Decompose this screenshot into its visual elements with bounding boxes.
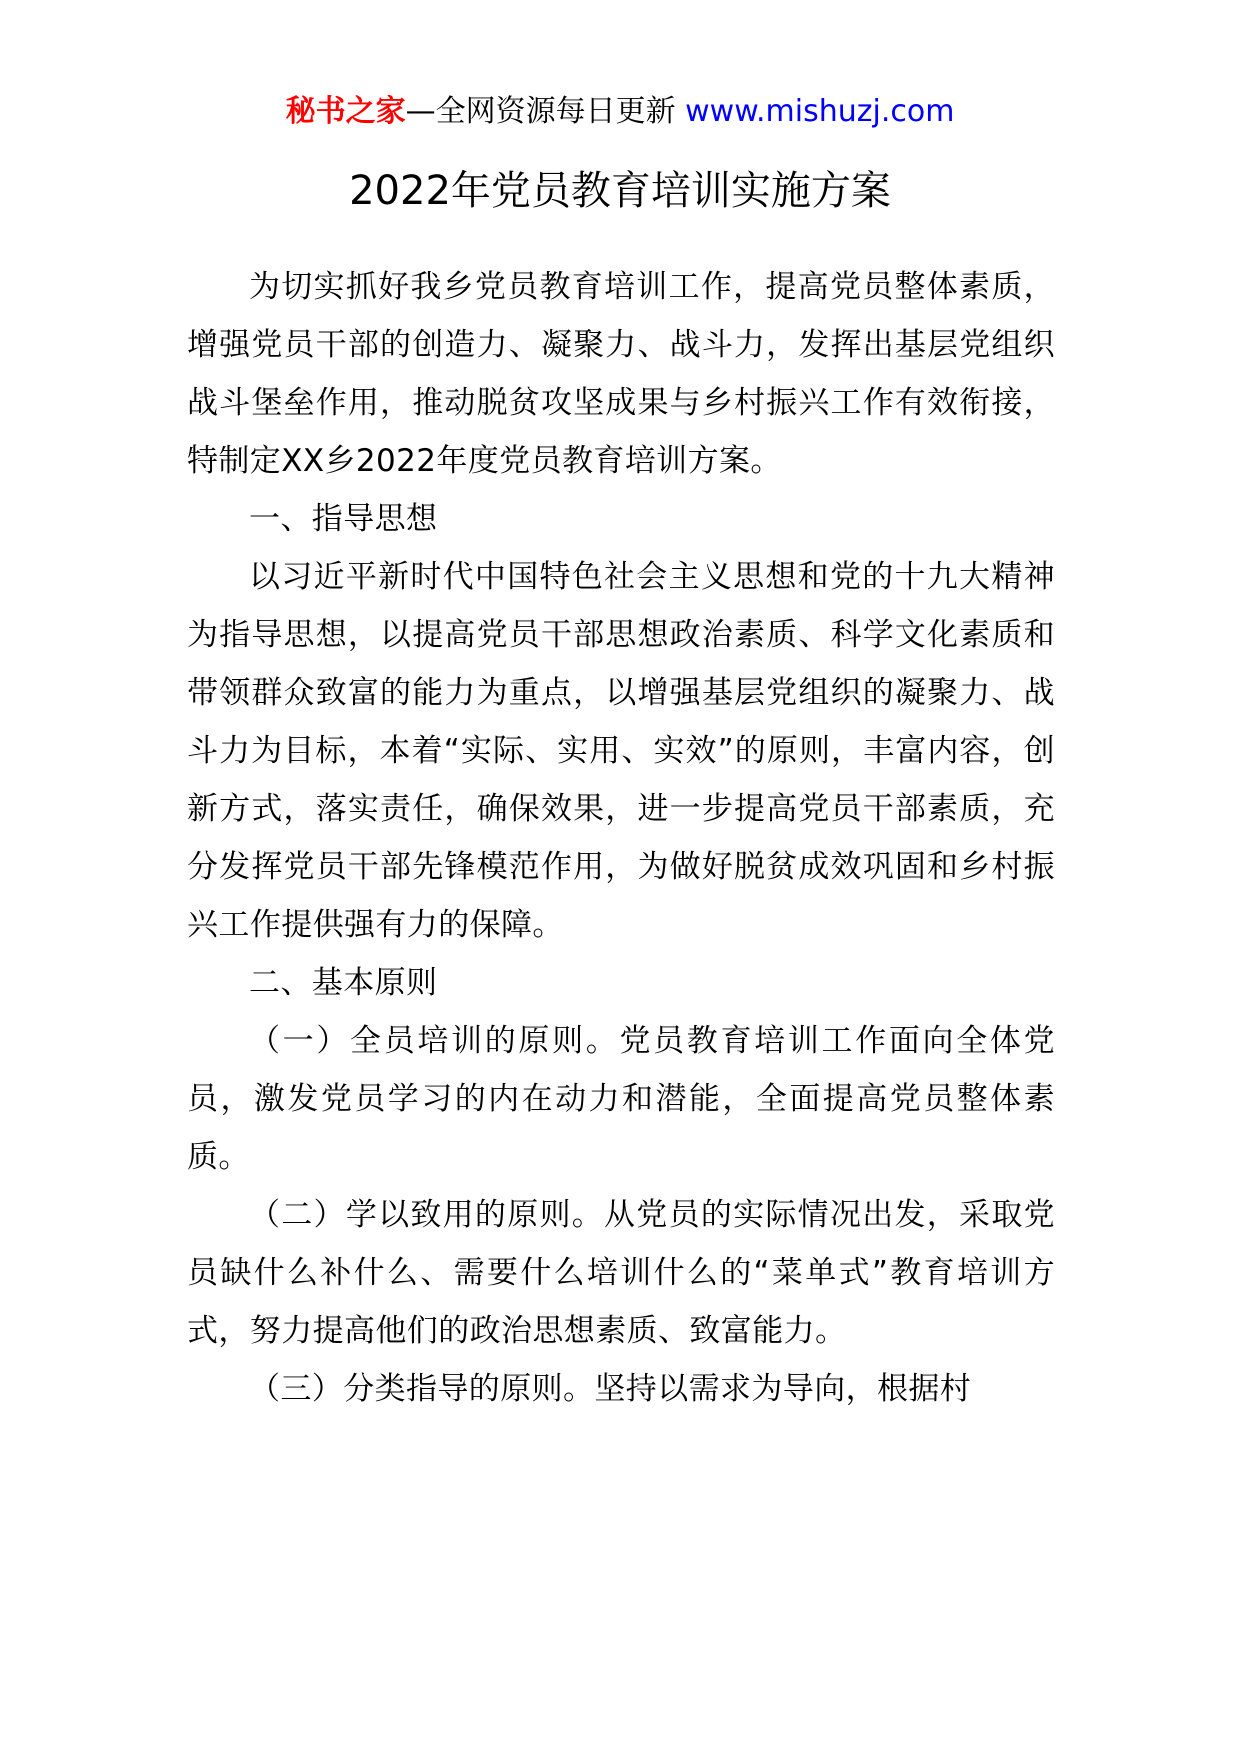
section-heading-guiding-ideology: 一、指导思想 — [249, 501, 438, 537]
document-body — [187, 258, 1055, 1418]
document-title: 2022年党员教育培训实施方案 — [349, 168, 891, 214]
principle-3-paragraph: （三）分类指导的原则。坚持以需求为导向，根据村 — [249, 1371, 972, 1407]
intro-paragraph: 为切实抓好我乡党员教育培训工作，提高党员整体素质，增强党员干部的创造力、凝聚力、战斗力，发挥出基层党组织战斗堡垒作用，推动脱贫攻坚成果与乡村振兴工作有效衔接，特制定XX乡2022年度党员教育培训方案。 — [187, 269, 1055, 479]
principle-2-paragraph: （二）学以致用的原则。从党员的实际情况出发，采取党员缺什么补什么、需要什么培训什么的“菜单式”教育培训方式，努力提高他们的政治思想素质、致富能力。 — [187, 1197, 1055, 1349]
section-heading-basic-principles: 二、基本原则 — [249, 965, 438, 1001]
site-header — [0, 92, 1240, 132]
site-url: www.mishuzj.com — [685, 94, 955, 129]
guiding-ideology-paragraph: 以习近平新时代中国特色社会主义思想和党的十九大精神为指导思想，以提高党员干部思想政治素质、科学文化素质和带领群众致富的能力为重点，以增强基层党组织的凝聚力、战斗力为目标，本着“实际、实用、实效”的原则，丰富内容，创新方式，落实责任，确保效果，进一步提高党员干部素质，充分发挥党员干部先锋模范作用，为做好脱贫成效巩固和乡村振兴工作提供强有力的保障。 — [187, 559, 1055, 943]
brand-name: 秘书之家 — [285, 94, 406, 129]
header-tagline: —全网资源每日更新 — [405, 94, 686, 129]
principle-1-paragraph: （一）全员培训的原则。党员教育培训工作面向全体党员，激发党员学习的内在动力和潜能，全面提高党员整体素质。 — [187, 1023, 1055, 1175]
